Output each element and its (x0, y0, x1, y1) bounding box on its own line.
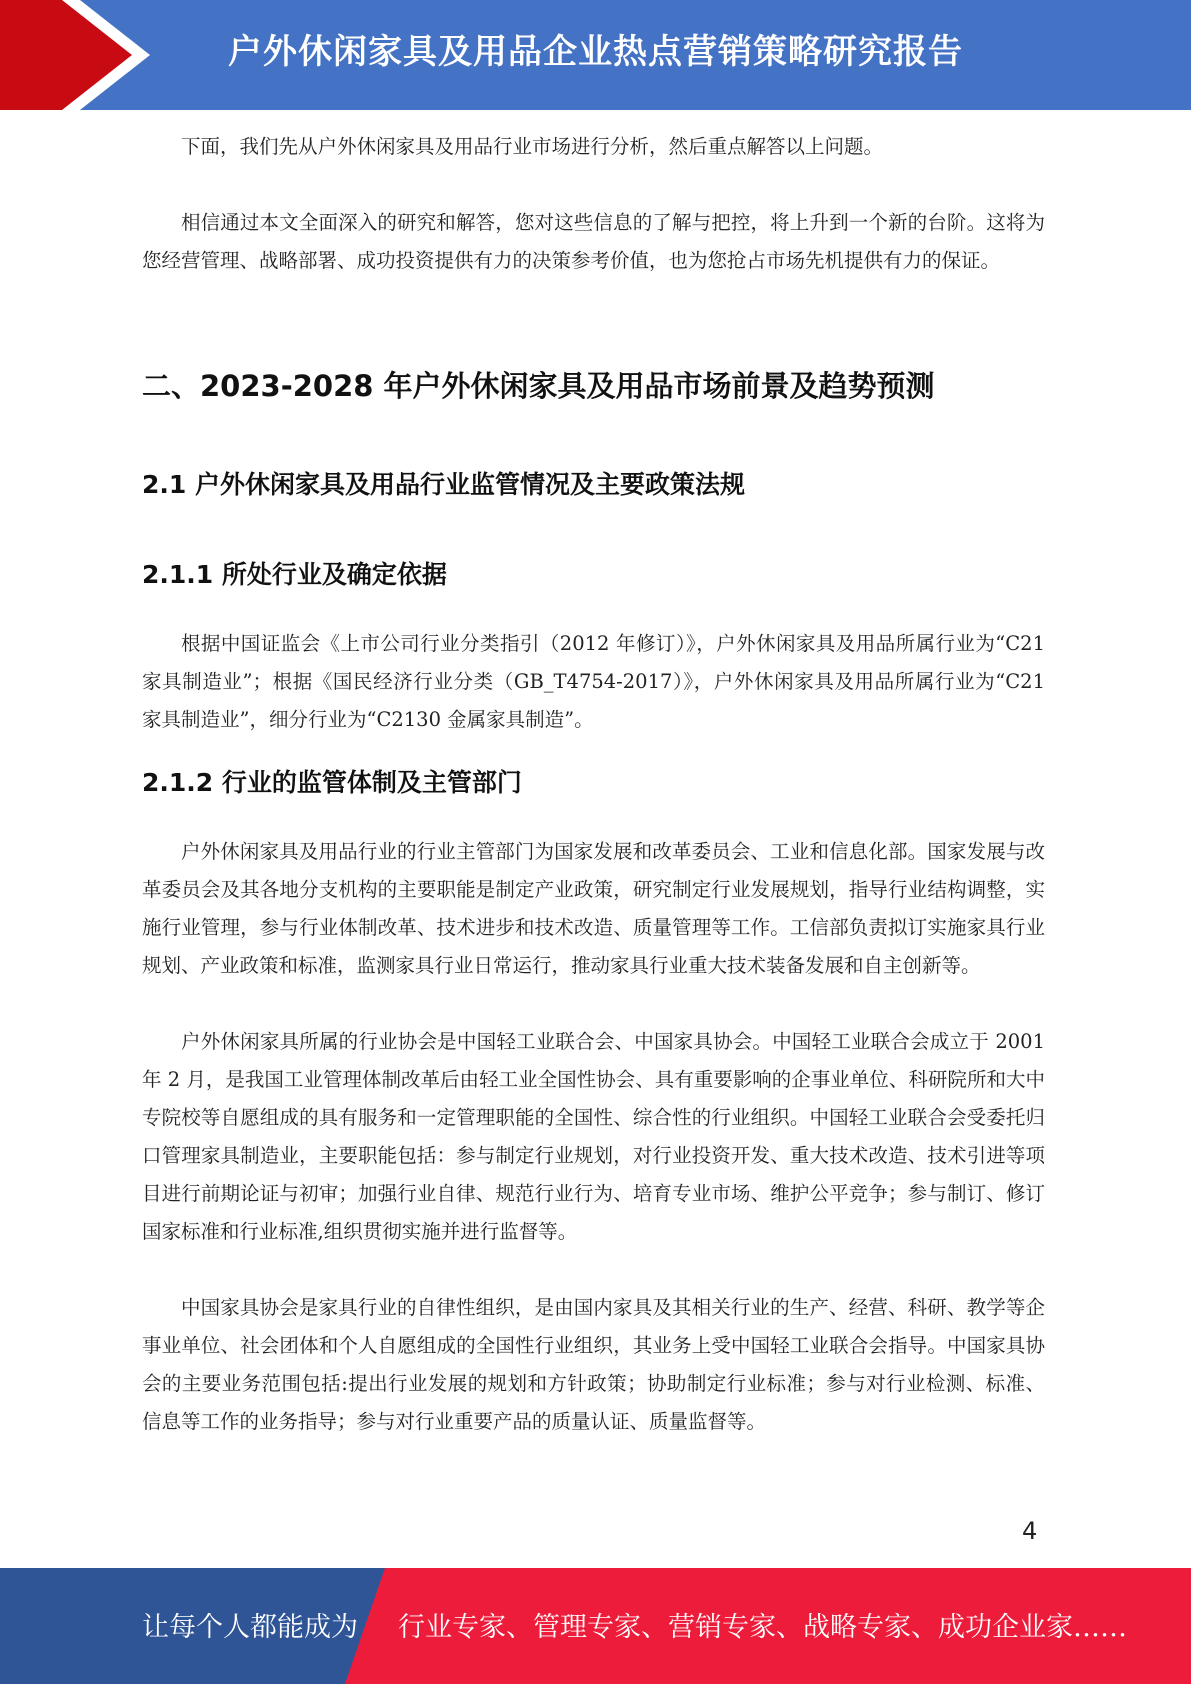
footer-slogan-left: 让每个人都能成为 (142, 1612, 358, 1643)
intro-paragraph-1: 下面，我们先从户外休闲家具及用品行业市场进行分析，然后重点解答以上问题。 (181, 135, 884, 158)
section-2-1-1-paragraph: 根据中国证监会《上市公司行业分类指引（2012 年修订）》，户外休闲家具及用品所属行业为“C21 家具制造业”；根据《国民经济行业分类（GB_T4754-2017）》，户外休闲家具及用品所属行业为“C21 家具制造业”，细分行业为“C2130 金属家具制造”。 (142, 632, 1045, 731)
intro-paragraph-2: 相信通过本文全面深入的研究和解答，您对这些信息的了解与把控，将上升到一个新的台阶。这将为您经营管理、战略部署、成功投资提供有力的决策参考价值，也为您抢占市场先机提供有力的保证。 (142, 211, 1045, 272)
logo-red-chevron (0, 0, 132, 110)
section-2-1-heading: 2.1 户外休闲家具及用品行业监管情况及主要政策法规 (142, 470, 745, 499)
section-2-1-2-paragraph-2: 户外休闲家具所属的行业协会是中国轻工业联合会、中国家具协会。中国轻工业联合会成立于 2001 年 2 月，是我国工业管理体制改革后由轻工业全国性协会、具有重要影响的企事业单位、科研院所和大中专院校等自愿组成的具有服务和一定管理职能的全国性、综合性的行业组织。中国轻工业联合会受委托归口管理家具制造业，主要职能包括：参与制定行业规划，对行业投资开发、重大技术改造、技术引进等项目进行前期论证与初审；加强行业自律、规范行业行为、培育专业市场、维护公平竞争；参与制订、修订国家标准和行业标准,组织贯彻实施并进行监督等。 (142, 1030, 1045, 1243)
section-2-heading: 二、2023-2028 年户外休闲家具及用品市场前景及趋势预测 (142, 369, 935, 403)
page-number: 4 (1022, 1517, 1038, 1545)
footer-banner (0, 1568, 1191, 1684)
header-banner (0, 0, 1191, 110)
section-2-1-1-heading: 2.1.1 所处行业及确定依据 (142, 560, 447, 589)
section-2-1-2-paragraph-1: 户外休闲家具及用品行业的行业主管部门为国家发展和改革委员会、工业和信息化部。国家发展与改革委员会及其各地分支机构的主要职能是制定产业政策，研究制定行业发展规划，指导行业结构调整，实施行业管理，参与行业体制改革、技术进步和技术改造、质量管理等工作。工信部负责拟订实施家具行业规划、产业政策和标准，监测家具行业日常运行，推动家具行业重大技术装备发展和自主创新等。 (142, 840, 1045, 977)
report-title: 户外休闲家具及用品企业热点营销策略研究报告 (228, 32, 963, 72)
section-2-1-2-heading: 2.1.2 行业的监管体制及主管部门 (142, 768, 522, 797)
footer-slogan-right: 行业专家、管理专家、营销专家、战略专家、成功企业家…… (398, 1612, 1127, 1643)
page-content (142, 128, 1045, 1441)
red-arrow-logo (0, 0, 155, 110)
section-2-1-2-paragraph-3: 中国家具协会是家具行业的自律性组织，是由国内家具及其相关行业的生产、经营、科研、教学等企事业单位、社会团体和个人自愿组成的全国性行业组织，其业务上受中国轻工业联合会指导。中国家具协会的主要业务范围包括:提出行业发展的规划和方针政策；协助制定行业标准；参与对行业检测、标准、信息等工作的业务指导；参与对行业重要产品的质量认证、质量监督等。 (142, 1296, 1045, 1433)
